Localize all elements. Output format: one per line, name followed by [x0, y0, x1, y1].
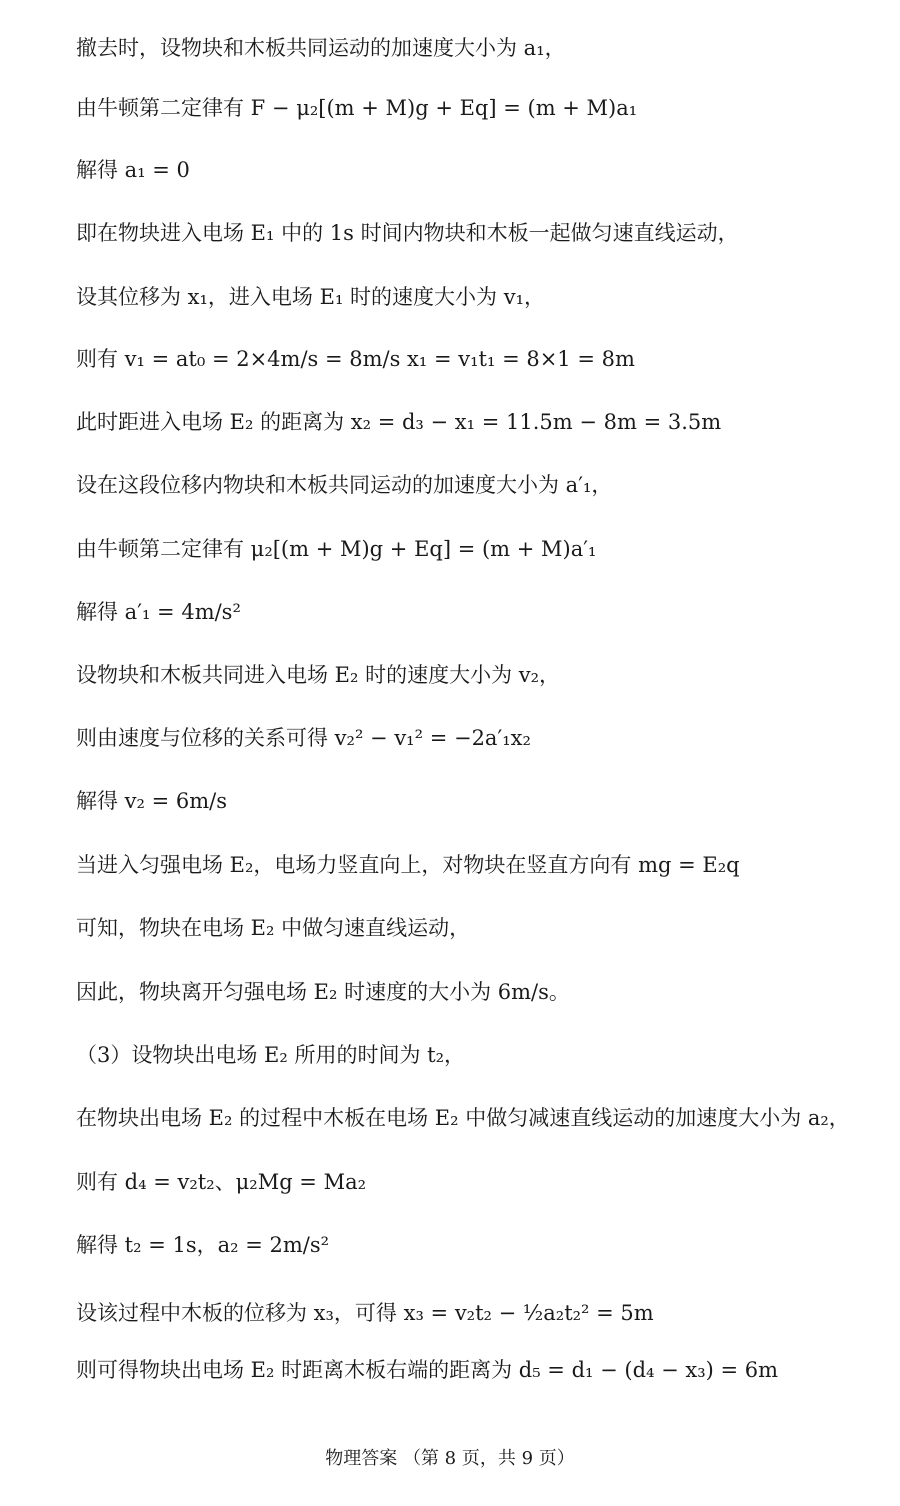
solution-line: 由牛顿第二定律有 F − μ₂[(m + M)g + Eq] = (m + M)a₁	[76, 96, 638, 120]
solution-line: 此时距进入电场 E₂ 的距离为 x₂ = d₃ − x₁ = 11.5m − 8m = 3.5m	[76, 410, 722, 434]
solution-line: 解得 a′₁ = 4m/s²	[76, 600, 241, 624]
solution-line: （3）设物块出电场 E₂ 所用的时间为 t₂，	[76, 1043, 465, 1067]
solution-line: 设在这段位移内物块和木板共同运动的加速度大小为 a′₁，	[76, 473, 613, 497]
page-footer: 物理答案 （第 8 页，共 9 页）	[325, 1448, 575, 1469]
solution-line: 即在物块进入电场 E₁ 中的 1s 时间内物块和木板一起做匀速直线运动，	[76, 221, 739, 245]
solution-line: 设物块和木板共同进入电场 E₂ 时的速度大小为 v₂，	[76, 663, 561, 687]
solution-line: 设其位移为 x₁，进入电场 E₁ 时的速度大小为 v₁，	[76, 285, 545, 309]
solution-line: 则有 d₄ = v₂t₂、μ₂Mg = Ma₂	[76, 1170, 367, 1194]
solution-line: 撤去时，设物块和木板共同运动的加速度大小为 a₁，	[76, 36, 566, 60]
solution-line: 解得 a₁ = 0	[76, 158, 190, 182]
solution-line: 解得 v₂ = 6m/s	[76, 789, 228, 813]
solution-line: 因此，物块离开匀强电场 E₂ 时速度的大小为 6m/s。	[76, 980, 570, 1004]
solution-line: 解得 t₂ = 1s，a₂ = 2m/s²	[76, 1233, 330, 1257]
solution-line: 则由速度与位移的关系可得 v₂² − v₁² = −2a′₁x₂	[76, 726, 531, 750]
solution-line: 在物块出电场 E₂ 的过程中木板在电场 E₂ 中做匀减速直线运动的加速度大小为 a₂，	[76, 1106, 850, 1130]
solution-line: 由牛顿第二定律有 μ₂[(m + M)g + Eq] = (m + M)a′₁	[76, 537, 597, 561]
solution-line: 设该过程中木板的位移为 x₃，可得 x₃ = v₂t₂ − ½a₂t₂² = 5m	[76, 1301, 654, 1325]
solution-line: 可知，物块在电场 E₂ 中做匀速直线运动，	[76, 916, 471, 940]
solution-line: 当进入匀强电场 E₂，电场力竖直向上，对物块在竖直方向有 mg = E₂q	[76, 853, 740, 877]
solution-line: 则有 v₁ = at₀ = 2×4m/s = 8m/s x₁ = v₁t₁ = 8×1 = 8m	[76, 347, 635, 371]
solution-line: 则可得物块出电场 E₂ 时距离木板右端的距离为 d₅ = d₁ − (d₄ − x₃) = 6m	[76, 1358, 779, 1382]
